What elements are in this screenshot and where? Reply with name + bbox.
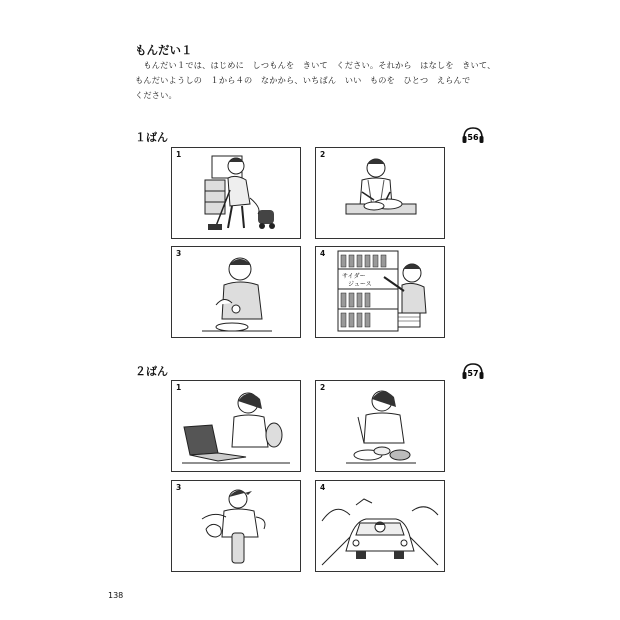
headphones-icon bbox=[461, 126, 485, 144]
audio-track-badge[interactable] bbox=[461, 362, 485, 384]
option-number: 4 bbox=[320, 249, 326, 258]
answer-option[interactable] bbox=[315, 380, 445, 472]
car-driving-icon bbox=[316, 481, 444, 571]
audio-track-badge[interactable] bbox=[461, 126, 485, 148]
option-number: 3 bbox=[176, 483, 182, 492]
track-number: 56 bbox=[467, 133, 479, 142]
option-number: 1 bbox=[176, 383, 182, 392]
option-number: 3 bbox=[176, 249, 182, 258]
drinking-icon bbox=[172, 481, 300, 571]
instruction-line: もんだい１では、はじめに しつもんを きいて ください。それから はなしを きいて、 bbox=[135, 60, 496, 70]
answer-option[interactable] bbox=[315, 480, 445, 572]
instruction-line: もんだいようしの １から４の なかから、いちばん いい ものを ひとつ えらんで bbox=[135, 75, 471, 85]
instructions bbox=[135, 58, 500, 103]
headphones-icon bbox=[461, 362, 485, 380]
shopping-icon bbox=[316, 247, 444, 337]
eating-icon bbox=[316, 381, 444, 471]
answer-option[interactable] bbox=[171, 147, 301, 239]
laptop-icon bbox=[172, 381, 300, 471]
option-number: 2 bbox=[320, 383, 326, 392]
answer-option[interactable] bbox=[171, 246, 301, 338]
shelf-label: ジュース bbox=[348, 281, 372, 288]
option-number: 2 bbox=[320, 150, 326, 159]
washing-dishes-icon bbox=[316, 148, 444, 238]
vacuum-cleaning-icon bbox=[172, 148, 300, 238]
answer-option[interactable] bbox=[171, 480, 301, 572]
page-number: 138 bbox=[108, 591, 124, 600]
shelf-label: サイダー bbox=[342, 273, 366, 280]
track-number: 57 bbox=[467, 369, 479, 378]
option-number: 4 bbox=[320, 483, 326, 492]
answer-option[interactable] bbox=[171, 380, 301, 472]
answer-option[interactable] bbox=[315, 147, 445, 239]
option-number: 1 bbox=[176, 150, 182, 159]
page-heading: もんだい１ bbox=[135, 43, 193, 57]
instruction-line: ください。 bbox=[135, 90, 177, 100]
question-2-label: ２ばん bbox=[135, 365, 168, 378]
eating-icon bbox=[172, 247, 300, 337]
answer-option[interactable] bbox=[315, 246, 445, 338]
question-1-label: １ばん bbox=[135, 131, 168, 144]
